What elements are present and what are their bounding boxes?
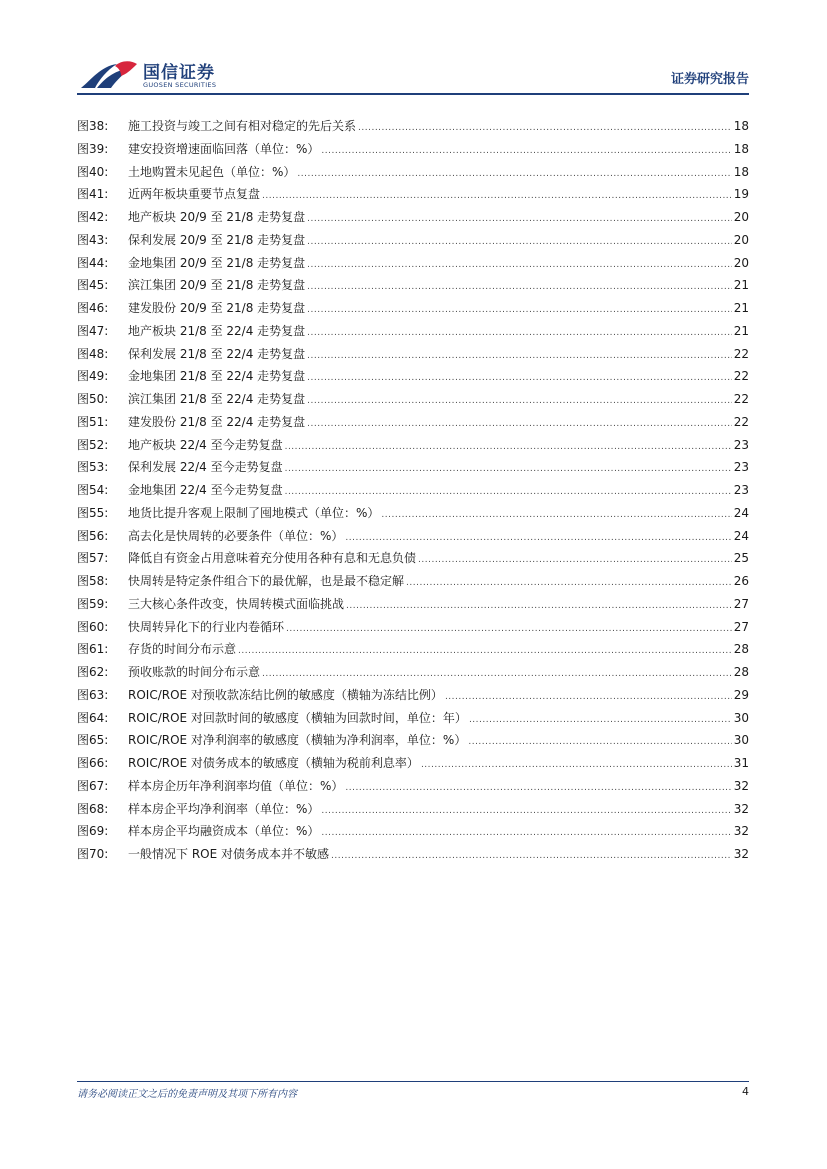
toc-figure-title: 地货比提升客观上限制了囤地模式（单位：%） <box>128 505 380 520</box>
toc-dot-leader <box>421 754 732 777</box>
toc-page-number: 32 <box>733 801 749 816</box>
toc-dot-leader <box>307 322 732 345</box>
toc-figure-number: 图42: <box>77 210 109 224</box>
toc-figure-title: 近两年板块重要节点复盘 <box>128 187 261 202</box>
toc-entry[interactable] <box>77 547 749 570</box>
toc-page-number: 27 <box>733 596 749 611</box>
toc-figure-title: 建发股份 21/8 至 22/4 走势复盘 <box>128 414 306 429</box>
toc-page-number: 31 <box>733 756 749 770</box>
toc-dot-leader <box>307 208 732 231</box>
toc-figure-title: 三大核心条件改变，快周转模式面临挑战 <box>128 596 345 611</box>
toc-figure-number: 图38: <box>77 119 109 133</box>
toc-figure-title: 建安投资增速面临回落（单位：%） <box>128 141 320 156</box>
toc-dot-leader <box>307 345 732 368</box>
toc-figure-title: 样本房企平均融资成本（单位：%） <box>128 824 320 839</box>
toc-entry[interactable] <box>77 729 749 752</box>
toc-page-number: 24 <box>733 528 749 543</box>
toc-figure-number: 图68: <box>77 801 109 816</box>
toc-dot-leader <box>345 527 731 550</box>
toc-dot-leader <box>321 140 731 163</box>
toc-dot-leader <box>307 231 732 254</box>
toc-figure-number: 图47: <box>77 323 109 338</box>
toc-entry[interactable] <box>77 183 749 206</box>
toc-entry[interactable] <box>77 479 749 502</box>
toc-page-number: 21 <box>733 301 749 315</box>
toc-dot-leader <box>406 572 732 595</box>
toc-entry[interactable] <box>77 502 749 525</box>
toc-page-number: 28 <box>733 665 749 679</box>
toc-figure-title: 存货的时间分布示意 <box>128 642 237 657</box>
toc-page-number: 18 <box>733 164 749 179</box>
toc-page-number: 22 <box>733 346 749 361</box>
toc-page-number: 19 <box>733 187 749 202</box>
toc-dot-leader <box>307 390 732 413</box>
toc-figure-number: 图58: <box>77 574 109 588</box>
toc-figure-title: 快周转异化下的行业内卷循环 <box>128 619 285 634</box>
toc-entry[interactable] <box>77 456 749 479</box>
toc-page-number: 20 <box>733 232 749 247</box>
toc-page-number: 24 <box>733 505 749 520</box>
toc-page-number: 27 <box>733 619 749 634</box>
toc-figure-number: 图49: <box>77 369 109 384</box>
toc-figure-number: 图53: <box>77 460 109 475</box>
toc-figure-number: 图66: <box>77 756 109 770</box>
page-header <box>77 54 749 94</box>
toc-figure-number: 图54: <box>77 483 109 497</box>
toc-figure-number: 图41: <box>77 187 109 202</box>
toc-dot-leader <box>358 117 732 140</box>
toc-figure-title: 高去化是快周转的必要条件（单位：%） <box>128 528 344 543</box>
toc-figure-number: 图44: <box>77 255 109 270</box>
header-divider <box>77 93 749 95</box>
toc-page-number: 18 <box>733 141 749 156</box>
toc-page-number: 23 <box>733 437 749 452</box>
toc-figure-title: 快周转是特定条件组合下的最优解，也是最不稳定解 <box>128 574 405 588</box>
toc-figure-title: ROIC/ROE 对回款时间的敏感度（横轴为回款时间，单位：年） <box>128 710 467 725</box>
logo-chinese-text: 国信证券 <box>143 63 215 83</box>
toc-page-number: 32 <box>733 847 749 861</box>
company-logo <box>77 56 237 92</box>
toc-dot-leader <box>307 367 732 390</box>
toc-dot-leader <box>286 618 732 641</box>
toc-page-number: 25 <box>733 551 749 566</box>
toc-figure-number: 图70: <box>77 847 109 861</box>
toc-entry[interactable] <box>77 525 749 548</box>
toc-figure-title: 建发股份 20/9 至 21/8 走势复盘 <box>128 301 306 315</box>
toc-entry[interactable] <box>77 752 749 775</box>
toc-page-number: 32 <box>733 824 749 839</box>
toc-dot-leader <box>418 549 732 572</box>
toc-entry[interactable] <box>77 843 749 866</box>
toc-dot-leader <box>262 185 732 208</box>
toc-figure-title: 地产板块 21/8 至 22/4 走势复盘 <box>128 323 306 338</box>
toc-page-number: 28 <box>733 642 749 657</box>
toc-page-number: 22 <box>733 392 749 406</box>
toc-dot-leader <box>468 731 731 754</box>
toc-figure-title: 滨江集团 20/9 至 21/8 走势复盘 <box>128 278 306 293</box>
toc-figure-title: 地产板块 22/4 至今走势复盘 <box>128 437 283 452</box>
toc-figure-title: 地产板块 20/9 至 21/8 走势复盘 <box>128 210 306 224</box>
footer-divider <box>77 1081 749 1082</box>
toc-figure-title: 金地集团 21/8 至 22/4 走势复盘 <box>128 369 306 384</box>
toc-page-number: 32 <box>733 778 749 793</box>
toc-entry[interactable] <box>77 343 749 366</box>
toc-figure-title: 保利发展 20/9 至 21/8 走势复盘 <box>128 232 306 247</box>
toc-figure-number: 图60: <box>77 619 109 634</box>
toc-figure-title: 保利发展 22/4 至今走势复盘 <box>128 460 283 475</box>
toc-dot-leader <box>307 254 732 277</box>
toc-page-number: 22 <box>733 414 749 429</box>
toc-entry[interactable] <box>77 274 749 297</box>
toc-dot-leader <box>346 595 732 618</box>
footer-disclaimer: 请务必阅读正文之后的免责声明及其项下所有内容 <box>77 1089 297 1100</box>
toc-figure-title: 一般情况下 ROE 对债务成本并不敏感 <box>128 847 329 861</box>
toc-page-number: 30 <box>733 733 749 748</box>
toc-figure-number: 图67: <box>77 778 109 793</box>
toc-figure-title: 金地集团 20/9 至 21/8 走势复盘 <box>128 255 306 270</box>
toc-figure-number: 图62: <box>77 665 109 679</box>
toc-dot-leader <box>345 777 731 800</box>
toc-entry[interactable] <box>77 638 749 661</box>
toc-figure-title: 土地购置未见起色（单位：%） <box>128 164 296 179</box>
toc-figure-title: ROIC/ROE 对债务成本的敏感度（横轴为税前利息率） <box>128 756 419 770</box>
toc-dot-leader <box>307 413 732 436</box>
toc-figure-number: 图48: <box>77 346 109 361</box>
toc-figure-number: 图52: <box>77 437 109 452</box>
toc-figure-number: 图40: <box>77 164 109 179</box>
toc-entry[interactable] <box>77 798 749 821</box>
toc-figure-number: 图51: <box>77 414 109 429</box>
toc-entry[interactable] <box>77 115 749 138</box>
toc-dot-leader <box>307 276 732 299</box>
toc-page-number: 26 <box>733 574 749 588</box>
toc-entry[interactable] <box>77 820 749 843</box>
toc-entry[interactable] <box>77 297 749 320</box>
toc-entry[interactable] <box>77 388 749 411</box>
toc-entry[interactable] <box>77 206 749 229</box>
toc-figure-number: 图45: <box>77 278 109 293</box>
toc-entry[interactable] <box>77 593 749 616</box>
toc-entry[interactable] <box>77 775 749 798</box>
toc-figure-number: 图57: <box>77 551 109 566</box>
toc-entry[interactable] <box>77 411 749 434</box>
toc-figure-number: 图55: <box>77 505 109 520</box>
toc-dot-leader <box>262 663 732 686</box>
toc-dot-leader <box>285 458 732 481</box>
toc-figure-title: 降低自有资金占用意味着充分使用各种有息和无息负债 <box>128 551 417 566</box>
toc-entry[interactable] <box>77 138 749 161</box>
toc-figure-number: 图61: <box>77 642 109 657</box>
toc-entry[interactable] <box>77 684 749 707</box>
toc-page-number: 18 <box>733 119 749 133</box>
toc-entry[interactable] <box>77 570 749 593</box>
toc-dot-leader <box>321 800 731 823</box>
logo-english-text: GUOSEN SECURITIES <box>143 81 217 89</box>
toc-dot-leader <box>307 299 732 322</box>
toc-dot-leader <box>445 686 732 709</box>
toc-entry[interactable] <box>77 365 749 388</box>
toc-figure-title: 预收账款的时间分布示意 <box>128 665 261 679</box>
toc-page-number: 21 <box>733 278 749 293</box>
toc-entry[interactable] <box>77 320 749 343</box>
toc-figure-number: 图43: <box>77 232 109 247</box>
toc-figure-title: 金地集团 22/4 至今走势复盘 <box>128 483 283 497</box>
toc-page-number: 20 <box>733 255 749 270</box>
toc-entry[interactable] <box>77 252 749 275</box>
toc-figure-number: 图59: <box>77 596 109 611</box>
figure-table-of-contents <box>77 115 749 866</box>
toc-dot-leader <box>469 709 732 732</box>
toc-figure-title: 保利发展 21/8 至 22/4 走势复盘 <box>128 346 306 361</box>
toc-figure-number: 图64: <box>77 710 109 725</box>
toc-page-number: 29 <box>733 687 749 702</box>
toc-entry[interactable] <box>77 229 749 252</box>
toc-entry[interactable] <box>77 434 749 457</box>
toc-page-number: 22 <box>733 369 749 384</box>
toc-figure-number: 图50: <box>77 392 109 406</box>
toc-page-number: 23 <box>733 483 749 497</box>
toc-figure-title: 样本房企平均净利润率（单位：%） <box>128 801 320 816</box>
toc-entry[interactable] <box>77 661 749 684</box>
toc-entry[interactable] <box>77 161 749 184</box>
toc-figure-number: 图69: <box>77 824 109 839</box>
page-number: 4 <box>742 1085 749 1098</box>
toc-dot-leader <box>297 163 731 186</box>
toc-figure-title: ROIC/ROE 对预收款冻结比例的敏感度（横轴为冻结比例） <box>128 687 443 702</box>
toc-figure-title: 样本房企历年净利润率均值（单位：%） <box>128 778 344 793</box>
toc-figure-number: 图63: <box>77 687 109 702</box>
toc-figure-number: 图65: <box>77 733 109 748</box>
toc-entry[interactable] <box>77 707 749 730</box>
toc-figure-number: 图56: <box>77 528 109 543</box>
toc-entry[interactable] <box>77 616 749 639</box>
toc-figure-title: ROIC/ROE 对净利润率的敏感度（横轴为净利润率，单位：%） <box>128 733 467 748</box>
toc-figure-number: 图46: <box>77 301 109 315</box>
toc-dot-leader <box>285 481 732 504</box>
toc-page-number: 23 <box>733 460 749 475</box>
toc-figure-number: 图39: <box>77 141 109 156</box>
toc-dot-leader <box>331 845 732 868</box>
toc-dot-leader <box>381 504 731 527</box>
logo-mark-icon <box>77 58 139 92</box>
toc-page-number: 30 <box>733 710 749 725</box>
report-type-label: 证券研究报告 <box>670 72 749 87</box>
toc-figure-title: 施工投资与竣工之间有相对稳定的先后关系 <box>128 119 357 133</box>
toc-page-number: 21 <box>733 323 749 338</box>
toc-dot-leader <box>238 640 732 663</box>
toc-figure-title: 滨江集团 21/8 至 22/4 走势复盘 <box>128 392 306 406</box>
toc-dot-leader <box>285 436 732 459</box>
toc-page-number: 20 <box>733 210 749 224</box>
toc-dot-leader <box>321 822 731 845</box>
